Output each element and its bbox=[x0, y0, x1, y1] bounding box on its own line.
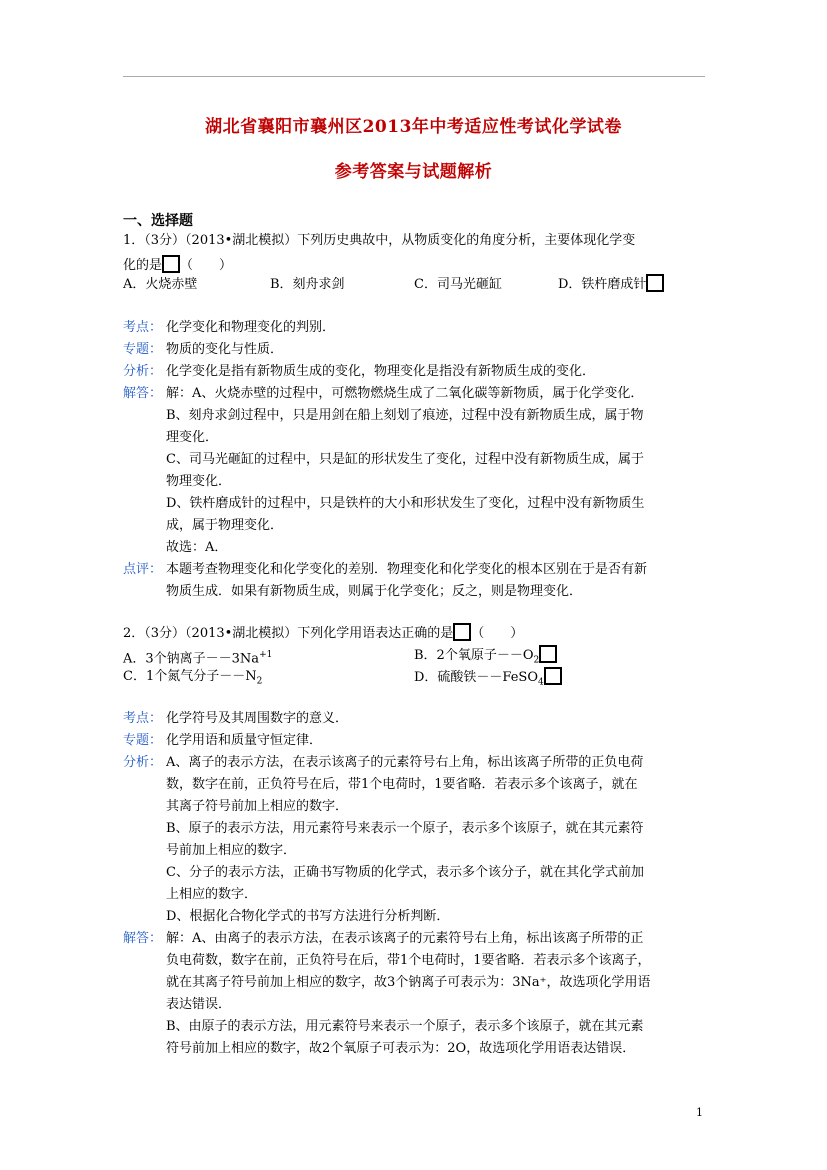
document-subtitle: 参考答案与试题解析 bbox=[334, 162, 493, 182]
q1-option-d: D．铁杵磨成针 bbox=[558, 277, 647, 292]
document-title: 湖北省襄阳市襄州区2013年中考适应性考试化学试卷 bbox=[205, 117, 622, 137]
q1-fenxi: 化学变化是指有新物质生成的变化，物理变化是指没有新物质生成的变化． bbox=[166, 364, 596, 379]
q2-option-a-sup: +1 bbox=[259, 650, 273, 660]
q2-fenxi-line: C、分子的表示方法，正确书写物质的化学式，表示多个该分子，就在其化学式前加 bbox=[166, 865, 644, 880]
answer-box bbox=[544, 667, 562, 685]
q2-option-d-wrap bbox=[414, 667, 562, 691]
q1-kaodian-label: 考点： bbox=[123, 320, 163, 335]
q1-option-c: C．司马光砸缸 bbox=[414, 277, 502, 292]
q1-kaodian: 化学变化和物理变化的判别． bbox=[166, 320, 336, 335]
q1-jieda-line: 故选：A． bbox=[166, 540, 228, 555]
q1-dianping-line: 本题考查物理变化和化学变化的差别．物理变化和化学变化的根本区别在于是否有新 bbox=[166, 562, 648, 577]
q2-option-b-wrap bbox=[414, 645, 557, 669]
page-number: 1 bbox=[696, 1106, 703, 1119]
q1-option-b: B．刻舟求剑 bbox=[270, 277, 345, 292]
q2-stem-wrap bbox=[123, 623, 523, 642]
q2-jieda-line: 符号前加上相应的数字，故2个氧原子可表示为：2O，故选项化学用语表达错误． bbox=[166, 1041, 636, 1056]
q2-jieda-line: 负电荷数，数字在前，正负符号在后，带1个电荷时，1要省略．若表示多个该离子， bbox=[166, 953, 651, 968]
q1-stem-line1: 1．（3分）（2013•湖北模拟）下列历史典故中，从物质变化的角度分析，主要体现化学变 bbox=[123, 233, 636, 248]
q2-option-d: D．硫酸铁－－FeSO bbox=[414, 670, 538, 685]
q2-kaodian: 化学符号及其周围数字的意义． bbox=[166, 711, 349, 726]
q1-dianping-line: 物质生成．如果有新物质生成，则属于化学变化；反之，则是物理变化． bbox=[166, 584, 583, 599]
q1-option-d-wrap bbox=[558, 274, 664, 293]
q1-option-a: A．火烧赤壁 bbox=[123, 277, 198, 292]
q2-paren: （ ） bbox=[471, 626, 524, 641]
q2-zhuanti-label: 专题： bbox=[123, 733, 163, 748]
q1-zhuanti: 物质的变化与性质． bbox=[166, 342, 284, 357]
q2-fenxi-line: B、原子的表示方法，用元素符号来表示一个原子，表示多个该原子，就在其元素符 bbox=[166, 821, 644, 836]
q1-jieda-line: C、司马光砸缸的过程中，只是缸的形状发生了变化，过程中没有新物质生成，属于 bbox=[166, 452, 644, 467]
answer-box bbox=[646, 274, 664, 292]
q1-jieda-line: 物理变化． bbox=[166, 474, 232, 489]
q1-fenxi-label: 分析： bbox=[123, 364, 163, 379]
q1-jieda-line: 成，属于物理变化． bbox=[166, 518, 284, 533]
q1-dianping-label: 点评： bbox=[123, 562, 163, 577]
q2-fenxi-line: A、离子的表示方法，在表示该离子的元素符号右上角，标出该离子所带的正负电荷 bbox=[166, 755, 644, 770]
q2-fenxi-label: 分析： bbox=[123, 755, 163, 770]
answer-box bbox=[453, 623, 471, 641]
q2-fenxi-line: D、根据化合物化学式的书写方法进行分析判断． bbox=[166, 909, 450, 924]
q2-jieda-line: B、由原子的表示方法，用元素符号来表示一个原子，表示多个该原子，就在其元素 bbox=[166, 1019, 644, 1034]
q1-stem-line2 bbox=[123, 255, 232, 274]
header-rule bbox=[123, 76, 705, 77]
answer-box bbox=[539, 645, 557, 663]
q2-option-a-wrap bbox=[123, 647, 272, 667]
q2-option-b: B．2个氧原子－－O bbox=[414, 648, 534, 663]
q2-fenxi-line: 数，数字在前，正负符号在后，带1个电荷时，1要省略．若表示多个该离子，就在 bbox=[166, 777, 638, 792]
q2-jieda-line: 解：A、由离子的表示方法，在表示该离子的元素符号右上角，标出该离子所带的正 bbox=[166, 931, 644, 946]
q2-jieda-label: 解答： bbox=[123, 931, 163, 946]
q2-stem: 2．（3分）（2013•湖北模拟）下列化学用语表达正确的是 bbox=[123, 626, 454, 641]
q2-option-a: A．3个钠离子－－3Na bbox=[123, 651, 260, 667]
q1-stem-text: 化的是 bbox=[123, 258, 163, 273]
q1-zhuanti-label: 专题： bbox=[123, 342, 163, 357]
q1-jieda-line: D、铁杵磨成针的过程中，只是铁杵的大小和形状发生了变化，过程中没有新物质生 bbox=[166, 496, 645, 511]
q1-jieda-line: B、刻舟求剑过程中，只是用剑在船上刻划了痕迹，过程中没有新物质生成，属于物 bbox=[166, 408, 644, 423]
q2-jieda-line: 就在其离子符号前加上相应的数字，故3个钠离子可表示为：3Na⁺，故选项化学用语 bbox=[166, 975, 651, 990]
q2-option-c-sub: 2 bbox=[256, 676, 263, 687]
q2-jieda-line: 表达错误． bbox=[166, 997, 232, 1012]
q1-jieda-line: 理变化． bbox=[166, 430, 219, 445]
q1-jieda-label: 解答： bbox=[123, 386, 163, 401]
q2-fenxi-line: 其离子符号前加上相应的数字． bbox=[166, 799, 349, 814]
q1-jieda-line: 解：A、火烧赤壁的过程中，可燃物燃烧生成了二氧化碳等新物质，属于化学变化． bbox=[166, 386, 644, 401]
q2-fenxi-line: 号前加上相应的数字． bbox=[166, 843, 297, 858]
section-heading: 一、选择题 bbox=[123, 213, 193, 229]
q1-paren: （ ） bbox=[180, 258, 233, 273]
q2-option-d-sub: 4 bbox=[538, 677, 544, 688]
answer-box bbox=[162, 255, 180, 273]
q2-option-c: C．1个氮气分子－－N bbox=[123, 669, 257, 684]
q2-option-b-sub: 2 bbox=[533, 655, 540, 666]
q2-fenxi-line: 上相应的数字． bbox=[166, 887, 258, 902]
q2-kaodian-label: 考点： bbox=[123, 711, 163, 726]
q2-option-c-wrap bbox=[123, 669, 262, 690]
q2-zhuanti: 化学用语和质量守恒定律． bbox=[166, 733, 323, 748]
